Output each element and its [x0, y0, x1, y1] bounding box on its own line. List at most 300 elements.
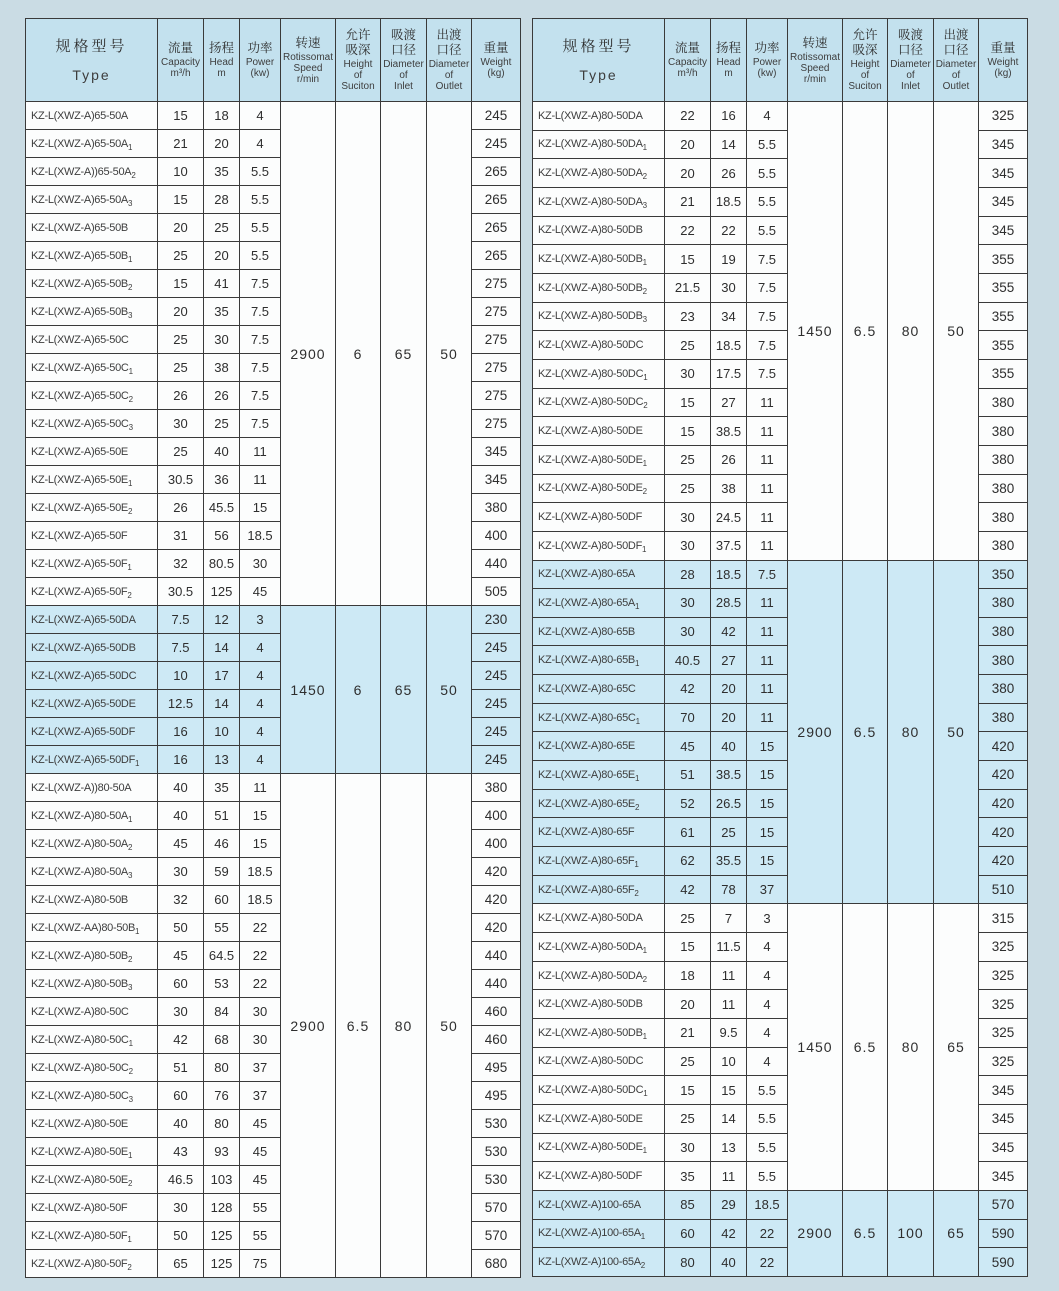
weight-cell: 380: [472, 494, 521, 522]
col-header-power: 功率 Power (kw): [747, 19, 788, 102]
power-cell: 22: [240, 942, 281, 970]
power-cell: 18.5: [240, 858, 281, 886]
inlet-merged-cell: 80: [888, 560, 934, 904]
type-subscript: 1: [643, 1089, 648, 1099]
type-cell: $KZ-L(XWZ-A)80-50A_1$: [26, 802, 158, 830]
capacity-cell: 25: [158, 354, 204, 382]
speed-merged-cell: 2900: [281, 774, 336, 1278]
power-cell: 22: [240, 914, 281, 942]
capacity-cell: 7.5: [158, 634, 204, 662]
power-cell: 7.5: [240, 326, 281, 354]
capacity-cell: 25: [158, 242, 204, 270]
type-cell: $KZ-L(XWZ-A)80-50DA_1$: [533, 933, 665, 962]
capacity-cell: 42: [665, 675, 711, 704]
capacity-cell: 85: [665, 1190, 711, 1219]
capacity-cell: 30.5: [158, 466, 204, 494]
head-cell: 38.5: [711, 417, 747, 446]
col-header-type: 规格型号 Type: [533, 19, 665, 102]
power-cell: 45: [240, 1138, 281, 1166]
type-cell: KZ-L(XWZ-A)80-65F: [533, 818, 665, 847]
col-header-speed: 转速 Rotissomat Speed r/min: [788, 19, 843, 102]
col-header-outlet: 出渡 口径 Diameter of Outlet: [934, 19, 979, 102]
head-cell: 80.5: [204, 550, 240, 578]
capacity-cell: 70: [665, 703, 711, 732]
power-cell: 15: [240, 802, 281, 830]
type-cell: $KZ-L(XWZ-A)80-50DA_2$: [533, 159, 665, 188]
capacity-cell: 61: [665, 818, 711, 847]
capacity-cell: 40: [158, 774, 204, 802]
type-cell: $KZ-L(XWZ-A))65-50A_2$: [26, 158, 158, 186]
capacity-cell: 43: [158, 1138, 204, 1166]
table-row: [533, 904, 1028, 933]
weight-cell: 350: [979, 560, 1028, 589]
capacity-cell: 26: [158, 494, 204, 522]
capacity-cell: 40: [158, 1110, 204, 1138]
weight-cell: 355: [979, 302, 1028, 331]
type-cell: $KZ-L(XWZ-A)80-50F_1$: [26, 1222, 158, 1250]
weight-cell: 420: [979, 789, 1028, 818]
capacity-cell: 65: [158, 1250, 204, 1278]
type-subscript: 2: [128, 394, 133, 404]
type-cell: KZ-L(XWZ-A)65-50DE: [26, 690, 158, 718]
type-cell: KZ-L(XWZ-A)80-50C: [26, 998, 158, 1026]
power-cell: 15: [747, 732, 788, 761]
weight-cell: 380: [979, 703, 1028, 732]
type-subscript: 2: [634, 802, 640, 812]
capacity-cell: 42: [665, 875, 711, 904]
weight-cell: 345: [979, 1162, 1028, 1191]
capacity-cell: 31: [158, 522, 204, 550]
weight-cell: 380: [979, 617, 1028, 646]
capacity-cell: 15: [158, 270, 204, 298]
outlet-merged-cell: 50: [427, 774, 472, 1278]
power-cell: 5.5: [240, 158, 281, 186]
capacity-cell: 30: [158, 858, 204, 886]
weight-cell: 345: [979, 187, 1028, 216]
type-cell: $KZ-L(XWZ-A)65-50A_1$: [26, 130, 158, 158]
capacity-cell: 20: [158, 214, 204, 242]
capacity-cell: 25: [158, 326, 204, 354]
head-cell: 78: [711, 875, 747, 904]
power-cell: 22: [747, 1219, 788, 1248]
type-cell: $KZ-L(XWZ-A)80-65A_1$: [533, 589, 665, 618]
weight-cell: 380: [979, 417, 1028, 446]
type-subscript: 1: [127, 1150, 133, 1160]
head-cell: 15: [711, 1076, 747, 1105]
type-cell: $KZ-L(XWZ-A)65-50F_2$: [26, 578, 158, 606]
head-cell: 59: [204, 858, 240, 886]
weight-cell: 530: [472, 1110, 521, 1138]
weight-cell: 345: [979, 1076, 1028, 1105]
head-cell: 13: [204, 746, 240, 774]
weight-cell: 530: [472, 1166, 521, 1194]
type-cell: $KZ-L(XWZ-A)80-50DB_2$: [533, 273, 665, 302]
type-subscript: 1: [642, 258, 647, 268]
capacity-cell: 21: [665, 187, 711, 216]
type-cell: KZ-L(XWZ-A)100-65A: [533, 1190, 665, 1219]
weight-cell: 460: [472, 998, 521, 1026]
power-cell: 18.5: [747, 1190, 788, 1219]
type-cell: $KZ-L(XWZ-A)80-50E_1$: [26, 1138, 158, 1166]
power-cell: 4: [240, 746, 281, 774]
head-cell: 25: [204, 214, 240, 242]
weight-cell: 495: [472, 1054, 521, 1082]
type-subscript: 3: [127, 982, 133, 992]
power-cell: 11: [747, 646, 788, 675]
weight-cell: 420: [472, 858, 521, 886]
weight-cell: 355: [979, 359, 1028, 388]
capacity-cell: 30: [158, 410, 204, 438]
capacity-cell: 22: [665, 102, 711, 131]
weight-cell: 380: [979, 531, 1028, 560]
head-cell: 24.5: [711, 503, 747, 532]
capacity-cell: 18: [665, 961, 711, 990]
head-cell: 27: [711, 646, 747, 675]
col-header-suction: 允许 吸深 Height of Suciton: [336, 19, 381, 102]
weight-cell: 345: [979, 130, 1028, 159]
type-cell: KZ-L(XWZ-A)80-65E: [533, 732, 665, 761]
power-cell: 7.5: [240, 270, 281, 298]
power-cell: 37: [240, 1082, 281, 1110]
capacity-cell: 28: [665, 560, 711, 589]
weight-cell: 245: [472, 746, 521, 774]
power-cell: 4: [240, 130, 281, 158]
head-cell: 46: [204, 830, 240, 858]
type-cell: KZ-L(XWZ-A)80-50DF: [533, 1162, 665, 1191]
table-row: [26, 102, 521, 130]
head-cell: 25: [711, 818, 747, 847]
head-cell: 18: [204, 102, 240, 130]
head-cell: 84: [204, 998, 240, 1026]
capacity-cell: 21.5: [665, 273, 711, 302]
power-cell: 37: [747, 875, 788, 904]
type-subscript: 1: [128, 366, 133, 376]
type-subscript: 2: [127, 506, 133, 516]
type-cell: $KZ-L(XWZ-A)65-50E_2$: [26, 494, 158, 522]
head-cell: 38: [711, 474, 747, 503]
capacity-cell: 45: [158, 942, 204, 970]
capacity-cell: 32: [158, 550, 204, 578]
head-cell: 56: [204, 522, 240, 550]
type-cell: KZ-L(XWZ-A)80-50DE: [533, 417, 665, 446]
weight-cell: 380: [979, 388, 1028, 417]
type-cell: KZ-L(XWZ-A)65-50A: [26, 102, 158, 130]
head-cell: 35: [204, 158, 240, 186]
head-cell: 17.5: [711, 359, 747, 388]
type-cell: $KZ-L(XWZ-A)80-50B_2$: [26, 942, 158, 970]
head-cell: 35: [204, 774, 240, 802]
power-cell: 5.5: [240, 214, 281, 242]
col-header-suction: 允许 吸深 Height of Suciton: [843, 19, 888, 102]
power-cell: 30: [240, 998, 281, 1026]
power-cell: 7.5: [747, 245, 788, 274]
head-cell: 29: [711, 1190, 747, 1219]
power-cell: 4: [240, 718, 281, 746]
weight-cell: 275: [472, 410, 521, 438]
head-cell: 55: [204, 914, 240, 942]
power-cell: 5.5: [747, 187, 788, 216]
type-subscript: 1: [135, 926, 140, 936]
weight-cell: 265: [472, 158, 521, 186]
capacity-cell: 50: [158, 1222, 204, 1250]
weight-cell: 505: [472, 578, 521, 606]
col-header-inlet: 吸渡 口径 Diameter of Inlet: [381, 19, 427, 102]
type-cell: KZ-L(XWZ-A)65-50DF: [26, 718, 158, 746]
head-cell: 20: [711, 703, 747, 732]
type-subscript: 1: [127, 478, 133, 488]
outlet-merged-cell: 65: [934, 1190, 979, 1276]
head-cell: 27: [711, 388, 747, 417]
power-cell: 4: [747, 933, 788, 962]
head-cell: 11: [711, 990, 747, 1019]
capacity-cell: 7.5: [158, 606, 204, 634]
type-cell: KZ-L(XWZ-A)65-50C: [26, 326, 158, 354]
head-cell: 11.5: [711, 933, 747, 962]
power-cell: 22: [240, 970, 281, 998]
type-subscript: 1: [127, 142, 133, 152]
weight-cell: 420: [979, 847, 1028, 876]
type-cell: KZ-L(XWZ-A)65-50E: [26, 438, 158, 466]
power-cell: 30: [240, 1026, 281, 1054]
type-cell: KZ-L(XWZ-A)65-50F: [26, 522, 158, 550]
head-cell: 10: [711, 1047, 747, 1076]
capacity-cell: 15: [665, 933, 711, 962]
power-cell: 45: [240, 1110, 281, 1138]
type-subscript: 2: [642, 172, 647, 182]
capacity-cell: 30: [158, 1194, 204, 1222]
type-subscript: 1: [634, 659, 640, 669]
head-cell: 12: [204, 606, 240, 634]
capacity-cell: 25: [665, 331, 711, 360]
type-cell: $KZ-L(XWZ-A)80-65C_1$: [533, 703, 665, 732]
power-cell: 75: [240, 1250, 281, 1278]
type-cell: $KZ-L(XWZ-A)80-50DE_1$: [533, 1133, 665, 1162]
weight-cell: 345: [472, 466, 521, 494]
power-cell: 7.5: [747, 302, 788, 331]
table-row: [26, 774, 521, 802]
type-subscript: 2: [642, 487, 647, 497]
table-row: [533, 102, 1028, 131]
capacity-cell: 20: [158, 298, 204, 326]
left-spec-table: [25, 18, 521, 1278]
power-cell: 11: [747, 675, 788, 704]
capacity-cell: 25: [665, 1104, 711, 1133]
power-cell: 4: [240, 634, 281, 662]
suction-merged-cell: 6: [336, 606, 381, 774]
type-subscript: 1: [634, 602, 640, 612]
head-cell: 42: [711, 617, 747, 646]
head-cell: 14: [204, 690, 240, 718]
capacity-cell: 30: [665, 359, 711, 388]
head-cell: 26.5: [711, 789, 747, 818]
head-cell: 9.5: [711, 1019, 747, 1048]
type-subscript: 2: [127, 842, 133, 852]
type-cell: $KZ-L(XWZ-A)80-50DB_3$: [533, 302, 665, 331]
power-cell: 7.5: [240, 298, 281, 326]
type-cell: KZ-L(XWZ-A)80-65A: [533, 560, 665, 589]
capacity-cell: 60: [158, 1082, 204, 1110]
weight-cell: 530: [472, 1138, 521, 1166]
capacity-cell: 10: [158, 158, 204, 186]
weight-cell: 275: [472, 326, 521, 354]
power-cell: 15: [747, 847, 788, 876]
weight-cell: 345: [979, 216, 1028, 245]
head-cell: 13: [711, 1133, 747, 1162]
head-cell: 42: [711, 1219, 747, 1248]
weight-cell: 590: [979, 1248, 1028, 1277]
capacity-cell: 60: [158, 970, 204, 998]
weight-cell: 345: [472, 438, 521, 466]
type-cell: $KZ-L(XWZ-A)80-50C_1$: [26, 1026, 158, 1054]
type-cell: $KZ-L(XWZ-A)80-50DE_1$: [533, 445, 665, 474]
capacity-cell: 16: [158, 718, 204, 746]
capacity-cell: 50: [158, 914, 204, 942]
head-cell: 80: [204, 1110, 240, 1138]
type-subscript: 2: [128, 1066, 133, 1076]
head-cell: 28.5: [711, 589, 747, 618]
head-cell: 20: [204, 130, 240, 158]
type-cell: $KZ-L(XWZ-A)65-50B_1$: [26, 242, 158, 270]
type-subscript: 3: [128, 1094, 133, 1104]
power-cell: 11: [747, 503, 788, 532]
type-subscript: 1: [135, 758, 140, 768]
capacity-cell: 45: [158, 830, 204, 858]
weight-cell: 590: [979, 1219, 1028, 1248]
capacity-cell: 35: [665, 1162, 711, 1191]
power-cell: 11: [240, 466, 281, 494]
capacity-cell: 15: [158, 186, 204, 214]
type-cell: $KZ-L(XWZ-A)65-50E_1$: [26, 466, 158, 494]
type-cell: KZ-L(XWZ-A)80-50E: [26, 1110, 158, 1138]
weight-cell: 325: [979, 102, 1028, 131]
head-cell: 30: [204, 326, 240, 354]
capacity-cell: 15: [665, 417, 711, 446]
power-cell: 45: [240, 1166, 281, 1194]
col-header-capacity: 流量 Capacity m³/h: [158, 19, 204, 102]
capacity-cell: 42: [158, 1026, 204, 1054]
type-subscript: 1: [635, 716, 640, 726]
head-cell: 34: [711, 302, 747, 331]
power-cell: 4: [240, 690, 281, 718]
power-cell: 7.5: [240, 410, 281, 438]
weight-cell: 420: [472, 914, 521, 942]
capacity-cell: 12.5: [158, 690, 204, 718]
outlet-merged-cell: 65: [934, 904, 979, 1191]
type-subscript: 2: [643, 401, 648, 411]
capacity-cell: 15: [665, 388, 711, 417]
power-cell: 3: [747, 904, 788, 933]
type-subscript: 1: [127, 1234, 132, 1244]
speed-merged-cell: 2900: [281, 102, 336, 606]
head-cell: 7: [711, 904, 747, 933]
weight-cell: 275: [472, 298, 521, 326]
weight-cell: 460: [472, 1026, 521, 1054]
head-cell: 64.5: [204, 942, 240, 970]
weight-cell: 265: [472, 214, 521, 242]
weight-cell: 420: [979, 732, 1028, 761]
head-cell: 60: [204, 886, 240, 914]
type-subscript: 2: [131, 170, 136, 180]
col-header-outlet: 出渡 口径 Diameter of Outlet: [427, 19, 472, 102]
head-cell: 80: [204, 1054, 240, 1082]
capacity-cell: 16: [158, 746, 204, 774]
power-cell: 7.5: [747, 560, 788, 589]
weight-cell: 380: [979, 646, 1028, 675]
type-cell: $KZ-L(XWZ-A)65-50C_1$: [26, 354, 158, 382]
weight-cell: 380: [472, 774, 521, 802]
head-cell: 38: [204, 354, 240, 382]
type-cell: $KZ-L(XWZ-A)65-50A_3$: [26, 186, 158, 214]
head-cell: 14: [204, 634, 240, 662]
col-header-power: 功率 Power (kw): [240, 19, 281, 102]
capacity-cell: 26: [158, 382, 204, 410]
col-header-weight: 重量 Weight (kg): [979, 19, 1028, 102]
col-header-type: 规格型号 Type: [26, 19, 158, 102]
head-cell: 40: [711, 732, 747, 761]
power-cell: 7.5: [240, 354, 281, 382]
type-subscript: 1: [127, 254, 133, 264]
type-subscript: 1: [128, 1038, 133, 1048]
type-subscript: 2: [640, 1261, 645, 1271]
type-cell: $KZ-L(XWZ-A)65-50F_1$: [26, 550, 158, 578]
head-cell: 37.5: [711, 531, 747, 560]
weight-cell: 265: [472, 186, 521, 214]
head-cell: 76: [204, 1082, 240, 1110]
right-spec-table: [532, 18, 1028, 1277]
head-cell: 125: [204, 1250, 240, 1278]
type-cell: KZ-L(XWZ-A)80-50DC: [533, 331, 665, 360]
capacity-cell: 40.5: [665, 646, 711, 675]
type-cell: KZ-L(XWZ-A)65-50DB: [26, 634, 158, 662]
weight-cell: 325: [979, 1019, 1028, 1048]
type-cell: $KZ-L(XWZ-A)65-50DF_1$: [26, 746, 158, 774]
head-cell: 103: [204, 1166, 240, 1194]
head-cell: 22: [711, 216, 747, 245]
weight-cell: 275: [472, 382, 521, 410]
power-cell: 18.5: [240, 522, 281, 550]
power-cell: 4: [747, 1047, 788, 1076]
type-subscript: 1: [634, 860, 639, 870]
head-cell: 45.5: [204, 494, 240, 522]
power-cell: 4: [747, 1019, 788, 1048]
outlet-merged-cell: 50: [427, 606, 472, 774]
weight-cell: 355: [979, 245, 1028, 274]
type-cell: KZ-L(XWZ-A)80-50DB: [533, 216, 665, 245]
capacity-cell: 25: [665, 474, 711, 503]
type-cell: KZ-L(XWZ-A)80-50B: [26, 886, 158, 914]
capacity-cell: 32: [158, 886, 204, 914]
type-cell: KZ-L(XWZ-A)80-50DA: [533, 904, 665, 933]
weight-cell: 510: [979, 875, 1028, 904]
weight-cell: 380: [979, 474, 1028, 503]
head-cell: 18.5: [711, 331, 747, 360]
weight-cell: 400: [472, 830, 521, 858]
capacity-cell: 15: [665, 245, 711, 274]
weight-cell: 380: [979, 589, 1028, 618]
power-cell: 5.5: [747, 1133, 788, 1162]
power-cell: 18.5: [240, 886, 281, 914]
weight-cell: 275: [472, 354, 521, 382]
type-cell: $KZ-L(XWZ-A)80-65F_2$: [533, 875, 665, 904]
power-cell: 11: [747, 531, 788, 560]
capacity-cell: 30: [665, 617, 711, 646]
type-subscript: 2: [127, 1262, 132, 1272]
inlet-merged-cell: 100: [888, 1190, 934, 1276]
power-cell: 7.5: [747, 331, 788, 360]
head-cell: 11: [711, 1162, 747, 1191]
capacity-cell: 21: [665, 1019, 711, 1048]
type-cell: KZ-L(XWZ-A)80-50F: [26, 1194, 158, 1222]
